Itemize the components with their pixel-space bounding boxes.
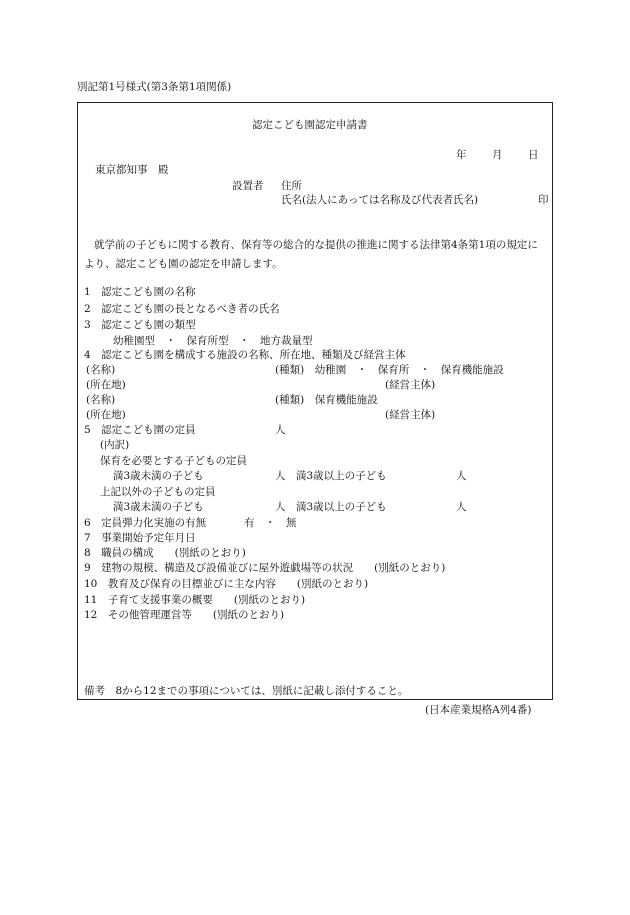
- item-4-type-1: (種類) 幼稚園 ・ 保育所 ・ 保育機能施設: [275, 364, 504, 376]
- item-5-other-under3-unit: 人: [275, 501, 286, 513]
- item-11: 11 子育て支援事業の概要 (別紙のとおり): [84, 594, 306, 606]
- remarks: 備考 8から12までの事項については、別紙に記載し添付すること。: [84, 685, 409, 697]
- setter-label: 設置者: [232, 180, 264, 192]
- seal-mark: 印: [538, 194, 549, 206]
- paper-size-note: (日本産業規格A列4番): [425, 704, 532, 716]
- item-3: 3 認定こども園の類型: [84, 319, 196, 331]
- addressee: 東京都知事 殿: [95, 164, 169, 176]
- item-4-location-1: (所在地): [86, 379, 126, 391]
- item-4-location-2: (所在地): [86, 409, 126, 421]
- item-1: 1 認定こども園の名称: [84, 286, 196, 298]
- item-4-operator-1: (経営主体): [385, 379, 436, 391]
- item-4-name-1: (名称): [86, 364, 116, 376]
- item-4-name-2: (名称): [86, 394, 116, 406]
- address-label: 住所: [281, 180, 302, 192]
- item-4-type-2: (種類) 保育機能施設: [275, 394, 378, 406]
- application-statement-text: 就学前の子どもに関する教育、保育等の総合的な提供の推進に関する法律第4条第1項の規定により、認定こども園の認定を申請します。: [84, 239, 538, 270]
- date-month-label: 月: [492, 149, 503, 161]
- item-8: 8 職員の構成 (別紙のとおり): [84, 547, 246, 559]
- date-day-label: 日: [528, 149, 539, 161]
- form-number-note: 別記第1号様式(第3条第1項関係): [77, 81, 232, 93]
- item-5-breakdown: (内訳): [100, 439, 130, 451]
- item-9: 9 建物の規模、構造及び設備並びに屋外遊戯場等の状況 (別紙のとおり): [84, 562, 446, 574]
- item-3-types: 幼稚園型 ・ 保育所型 ・ 地方裁量型: [113, 335, 313, 347]
- item-5-other-under3: 満3歳未満の子ども: [113, 501, 204, 513]
- item-5: 5 認定こども園の定員: [84, 424, 196, 436]
- name-label: 氏名(法人にあっては名称及び代表者氏名): [281, 194, 479, 206]
- item-12: 12 その他管理運営等 (別紙のとおり): [84, 609, 285, 621]
- item-6: 6 定員弾力化実施の有無: [84, 517, 207, 529]
- date-year-label: 年: [456, 149, 467, 161]
- item-5-need-under3: 満3歳未満の子ども: [113, 470, 204, 482]
- item-10: 10 教育及び保育の目標並びに主な内容 (別紙のとおり): [84, 578, 369, 590]
- item-7: 7 事業開始予定年月日: [84, 532, 196, 544]
- item-5-need-over3: 満3歳以上の子ども: [296, 470, 387, 482]
- application-statement: [84, 236, 546, 274]
- item-4-operator-2: (経営主体): [385, 409, 436, 421]
- item-5-need-over3-unit: 人: [456, 470, 467, 482]
- item-5-need-care: 保育を必要とする子どもの定員: [100, 455, 247, 467]
- document-title: 認定こども園認定申請書: [252, 119, 368, 131]
- item-5-other-over3: 満3歳以上の子ども: [296, 501, 387, 513]
- item-5-unit: 人: [275, 424, 286, 436]
- item-4: 4 認定こども園を構成する施設の名称、所在地、種類及び経営主体: [84, 349, 406, 361]
- item-2: 2 認定こども園の長となるべき者の氏名: [84, 303, 280, 315]
- item-6-choice: 有 ・ 無: [244, 517, 297, 529]
- item-5-other: 上記以外の子どもの定員: [100, 486, 216, 498]
- item-5-other-over3-unit: 人: [456, 501, 467, 513]
- item-5-need-under3-unit: 人: [275, 470, 286, 482]
